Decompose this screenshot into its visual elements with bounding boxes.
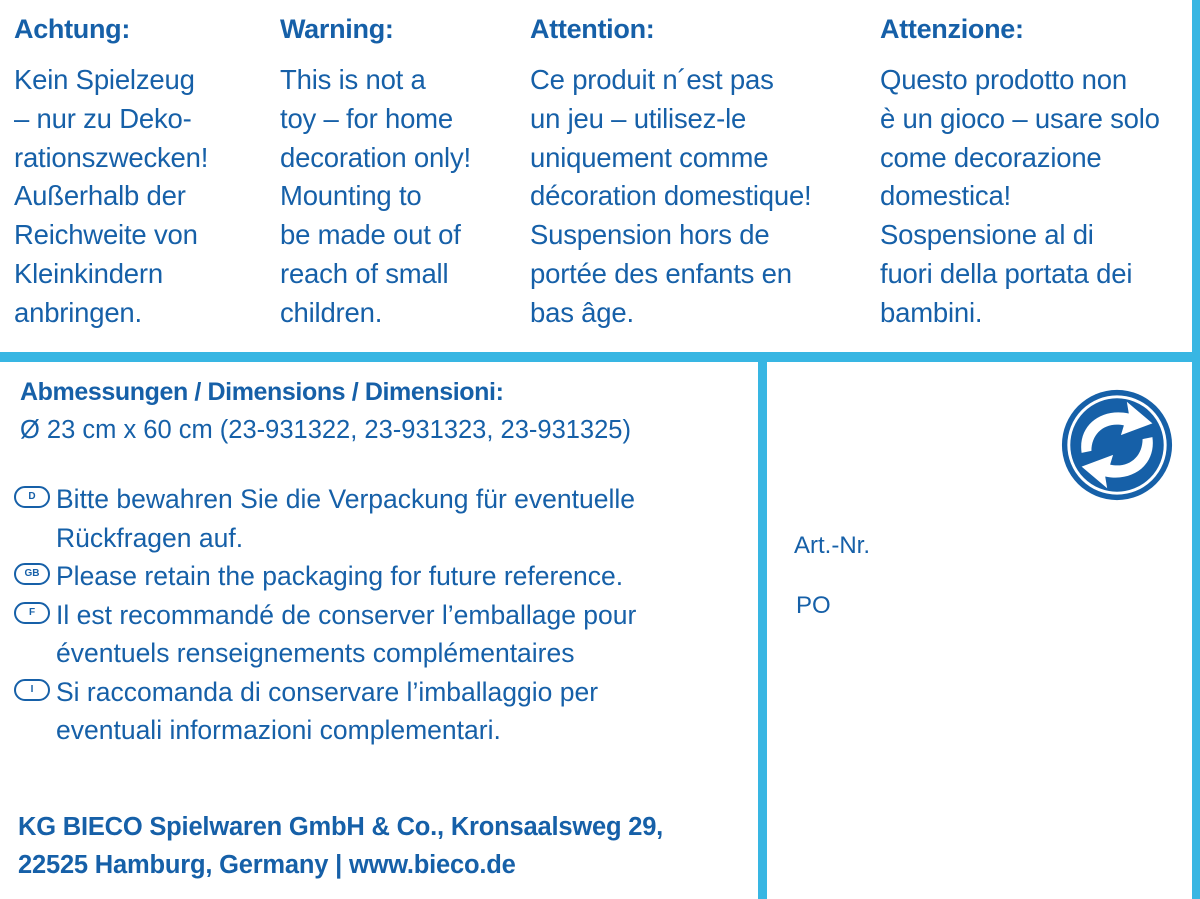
country-flag-badge: F bbox=[14, 602, 50, 624]
warning-line: rationszwecken! bbox=[14, 141, 209, 173]
dimensions-value: Ø 23 cm x 60 cm (23-931322, 23-931323, 23-931325) bbox=[20, 416, 631, 444]
warning-line: Außerhalb der bbox=[14, 180, 186, 212]
warning-french bbox=[530, 14, 811, 333]
note-item bbox=[14, 480, 636, 557]
note-line: eventuali informazioni complementari. bbox=[56, 715, 501, 745]
dimensions-title: Abmessungen / Dimensions / Dimensioni: bbox=[20, 378, 504, 406]
warning-line: Sospensione al di bbox=[880, 219, 1094, 251]
note-line: Rückfragen auf. bbox=[56, 522, 244, 553]
country-flag-badge: I bbox=[14, 679, 50, 701]
warning-heading: Attention: bbox=[530, 14, 655, 44]
warning-heading: Attenzione: bbox=[880, 14, 1024, 44]
packaging-notes bbox=[14, 480, 636, 750]
warning-line: reach of small bbox=[280, 257, 449, 289]
right-border bbox=[1192, 0, 1200, 899]
warning-line: – nur zu Deko- bbox=[14, 102, 192, 134]
warning-line: Ce produit n´est pas bbox=[530, 64, 774, 95]
warning-line: Mounting to bbox=[280, 180, 422, 212]
warning-line: domestica! bbox=[880, 180, 1011, 212]
warning-line: toy – for home bbox=[280, 102, 453, 134]
po-label: PO bbox=[796, 592, 831, 619]
warning-line: Suspension hors de bbox=[530, 219, 770, 251]
warning-line: Kein Spielzeug bbox=[14, 64, 195, 95]
warning-line: be made out of bbox=[280, 219, 461, 251]
note-line: Il est recommandé de conserver l’emballage pour bbox=[56, 599, 637, 630]
note-line: Please retain the packaging for future reference. bbox=[56, 561, 624, 591]
note-line: Si raccomanda di conservare l’imballaggio per bbox=[56, 676, 599, 707]
company-address bbox=[18, 808, 663, 884]
warning-heading: Achtung: bbox=[14, 14, 131, 44]
warning-line: Reichweite von bbox=[14, 219, 198, 251]
warning-line: bambini. bbox=[880, 296, 983, 328]
company-line: KG BIECO Spielwaren GmbH & Co., Kronsaalsweg 29, bbox=[18, 813, 664, 841]
warning-italian bbox=[880, 14, 1160, 333]
country-flag-badge: D bbox=[14, 486, 50, 508]
warning-line: décoration domestique! bbox=[530, 180, 812, 212]
horizontal-divider bbox=[0, 352, 1200, 362]
note-line: Bitte bewahren Sie die Verpackung für eventuelle bbox=[56, 484, 635, 514]
vertical-divider bbox=[758, 352, 767, 899]
warning-line: Questo prodotto non bbox=[880, 64, 1127, 95]
warning-line: Kleinkindern bbox=[14, 257, 163, 289]
warning-german bbox=[14, 14, 208, 333]
warning-line: è un gioco – usare solo bbox=[880, 102, 1160, 134]
note-item bbox=[14, 557, 636, 596]
company-line: 22525 Hamburg, Germany | www.bieco.de bbox=[18, 851, 516, 879]
warning-line: This is not a bbox=[280, 64, 426, 95]
warning-line: portée des enfants en bbox=[530, 257, 792, 289]
note-item bbox=[14, 596, 636, 673]
country-flag-badge: GB bbox=[14, 563, 50, 585]
warning-line: children. bbox=[280, 296, 383, 328]
warning-line: decoration only! bbox=[280, 141, 471, 173]
article-number-label: Art.-Nr. bbox=[794, 532, 870, 559]
warning-line: uniquement comme bbox=[530, 141, 769, 173]
note-item bbox=[14, 673, 636, 750]
warning-line: fuori della portata dei bbox=[880, 257, 1133, 289]
warning-english bbox=[280, 14, 471, 333]
note-line: éventuels renseignements complémentaires bbox=[56, 638, 575, 668]
warning-line: un jeu – utilisez-le bbox=[530, 102, 747, 134]
warning-section bbox=[0, 0, 1200, 365]
warning-line: anbringen. bbox=[14, 296, 142, 328]
warning-line: come decorazione bbox=[880, 141, 1102, 173]
green-dot-recycling-icon bbox=[1058, 386, 1176, 504]
warning-heading: Warning: bbox=[280, 14, 394, 44]
warning-line: bas âge. bbox=[530, 296, 634, 328]
